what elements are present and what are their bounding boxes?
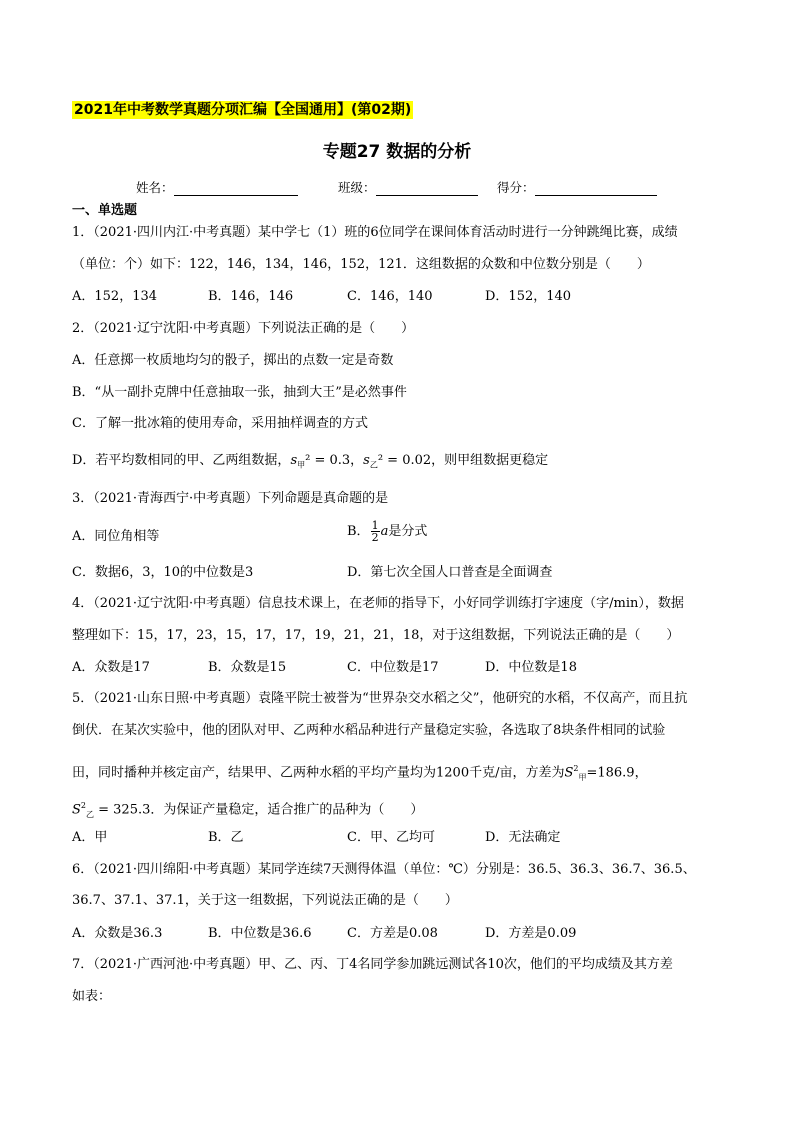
superscript-2: 2 — [573, 764, 579, 773]
q3-b-text: 是分式 — [388, 524, 428, 539]
q2-stem: 2．（2021·辽宁沈阳·中考真题）下列说法正确的是（ ） — [72, 321, 415, 336]
q4-stem-line2: 整理如下：15，17，23，15，17，17，19，21，21，18，对于这组数据，下列说法正确的是（ ） — [72, 628, 680, 643]
fraction-one-half — [371, 520, 380, 543]
q6-option-c: C．方差是0.08 — [347, 926, 438, 941]
subscript-yi: 乙 — [369, 460, 378, 470]
score-field[interactable] — [497, 178, 657, 196]
name-label: 姓名： — [136, 180, 174, 195]
q5-stem-line3 — [72, 760, 648, 787]
class-label: 班级： — [338, 180, 376, 195]
q3-stem: 3．（2021·青海西宁·中考真题）下列命题是真命题的是 — [72, 491, 389, 506]
class-blank[interactable] — [376, 181, 478, 196]
q1-option-d: D．152，140 — [485, 289, 572, 304]
q1-stem-line1: 1．（2021·四川内江·中考真题）某中学七（1）班的6位同学在课间体育活动时进行一分钟跳绳比赛，成绩 — [72, 225, 678, 240]
score-blank[interactable] — [535, 181, 657, 196]
name-field[interactable] — [136, 178, 298, 196]
q4-option-a: A．众数是17 — [72, 660, 150, 675]
q3-option-a: A．同位角相等 — [72, 529, 160, 544]
q7-stem-line2: 如表： — [72, 989, 112, 1004]
q2-d-conclusion: ，则甲组数据更稳定 — [431, 453, 549, 468]
q4-option-b: B．众数是15 — [208, 660, 287, 675]
variance-value-yi: ² = 0.02 — [377, 453, 432, 468]
q4-option-c: C．中位数是17 — [347, 660, 439, 675]
section-title: 一、单选题 — [72, 203, 138, 218]
q2-option-a: A．任意掷一枚质地均匀的骰子，掷出的点数一定是奇数 — [72, 353, 394, 368]
q7-stem-line1: 7．（2021·广西河池·中考真题）甲、乙、丙、丁4名同学参加跳远测试各10次，他们的平均成绩及其方差 — [72, 957, 673, 972]
q6-option-d: D．方差是0.09 — [485, 926, 577, 941]
q2-option-c: C．了解一批冰箱的使用寿命，采用抽样调查的方式 — [72, 416, 368, 431]
subscript-jia: 甲 — [578, 772, 587, 782]
name-blank[interactable] — [174, 181, 298, 196]
fraction-denominator: 2 — [371, 531, 379, 544]
q3-option-b — [347, 520, 427, 543]
q2-option-d — [72, 452, 548, 475]
q3-option-c: C．数据6，3，10的中位数是3 — [72, 565, 254, 580]
q1-stem-line2: （单位：个）如下：122，146，134，146，152，121．这组数据的众数和中位数分别是（ ） — [72, 257, 650, 272]
class-field[interactable] — [338, 178, 478, 196]
q2-option-b: B．“从一副扑克牌中任意抽取一张，抽到大王”是必然事件 — [72, 385, 407, 400]
variance-symbol: s — [290, 453, 298, 468]
q5-stem-line1: 5．（2021·山东日照·中考真题）袁隆平院士被誉为“世界杂交水稻之父”，他研究的水稻，不仅高产，而且抗 — [72, 691, 688, 706]
page-title: 专题27 数据的分析 — [322, 142, 472, 162]
variance-symbol: S — [72, 802, 81, 818]
subscript-jia: 甲 — [297, 460, 306, 470]
subscript-yi: 乙 — [86, 809, 94, 819]
q5-option-b: B．乙 — [208, 830, 244, 845]
q1-option-c: C．146，140 — [347, 289, 433, 304]
q4-option-d: D．中位数是18 — [485, 660, 577, 675]
q5-line3-text: 田，同时播种并核定亩产，结果甲、乙两种水稻的平均产量均为1200千克/亩，方差为 — [72, 765, 565, 781]
variance-symbol: s — [363, 453, 370, 468]
q1-option-b: B．146，146 — [208, 289, 294, 304]
superscript-2: 2 — [80, 801, 86, 810]
q2-d-text: D．若平均数相同的甲、乙两组数据， — [72, 453, 291, 468]
variable-a: a — [380, 524, 389, 539]
q5-line4-text: = 325.3．为保证产量稳定，适合推广的品种为（ ） — [94, 802, 424, 818]
series-title-highlight: 2021年中考数学真题分项汇编【全国通用】(第02期) — [74, 102, 412, 118]
variance-value-jia: ² = 0.3， — [305, 453, 364, 468]
q6-option-b: B．中位数是36.6 — [208, 926, 312, 941]
variance-symbol: S — [564, 765, 574, 781]
q5-option-d: D．无法确定 — [485, 830, 561, 845]
variance-value-jia: =186.9， — [586, 765, 648, 781]
q1-option-a: A．152，134 — [72, 289, 158, 304]
q4-stem-line1: 4．（2021·辽宁沈阳·中考真题）信息技术课上，在老师的指导下，小好同学训练打字速度（字/min），数据 — [72, 596, 684, 611]
q6-option-a: A．众数是36.3 — [72, 926, 163, 941]
q6-stem-line2: 36.7、37.1、37.1，关于这一组数据，下列说法正确的是（ ） — [72, 893, 458, 908]
q5-stem-line4 — [72, 797, 423, 824]
q6-stem-line1: 6．（2021·四川绵阳·中考真题）某同学连续7天测得体温（单位：℃）分别是：36.5、36.3、36.7、36.5、 — [72, 862, 696, 877]
q5-stem-line2: 倒伏．在某次实验中，他的团队对甲、乙两种水稻品种进行产量稳定实验，各选取了8块条件相同的试验 — [72, 723, 666, 738]
q5-option-c: C．甲、乙均可 — [347, 830, 435, 845]
fraction-numerator: 1 — [371, 519, 379, 532]
q3-b-label: B． — [347, 524, 370, 539]
q3-option-d: D．第七次全国人口普查是全面调查 — [347, 565, 553, 580]
score-label: 得分： — [497, 180, 535, 195]
q5-option-a: A．甲 — [72, 830, 108, 845]
